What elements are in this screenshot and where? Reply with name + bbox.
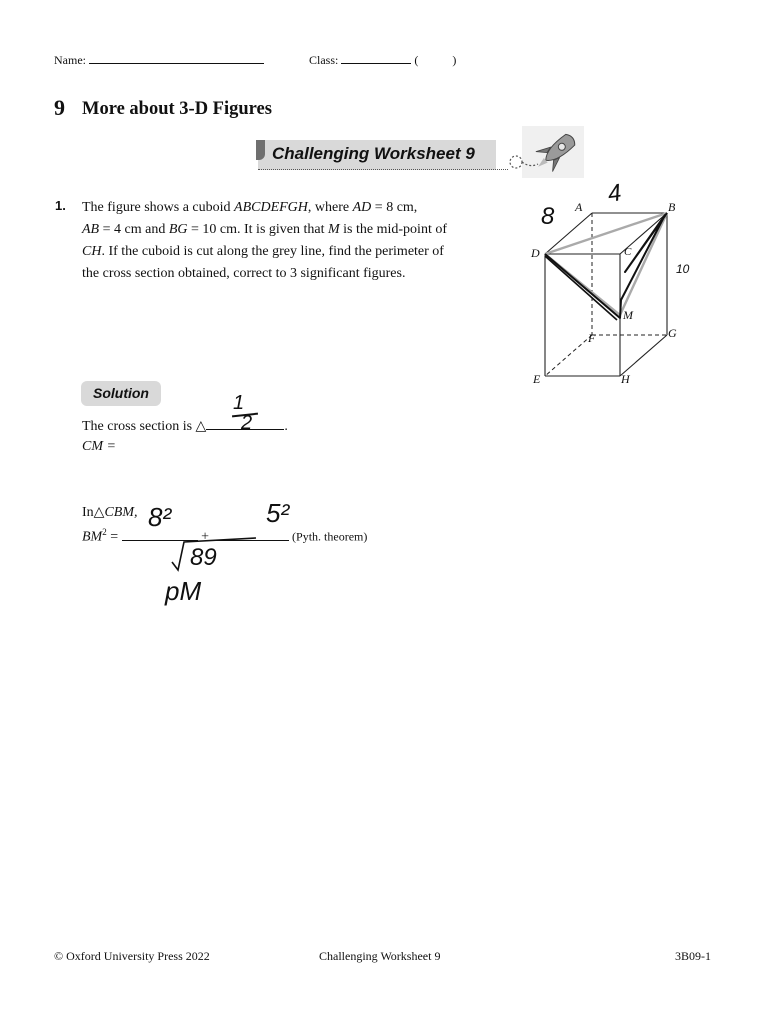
handwritten-ad-length: 8: [541, 203, 555, 230]
in-prefix: In: [82, 505, 94, 520]
question-text: The figure shows a cuboid ABCDEFGH, where AD = 8 cm, AB = 4 cm and BG = 10 cm. It is given that M is the mid-point of CH. If the cuboid is cut along the grey line, find the perimeter of the cross section obtained, correct to 3 significant figures.: [82, 200, 447, 281]
in-triangle-line: [82, 504, 138, 521]
vertex-label-m: M: [623, 308, 633, 322]
edge-fe-hidden: [545, 335, 592, 376]
rocket-icon: [500, 126, 584, 178]
section-bm: [620, 213, 667, 315]
ink-dm-trace: [545, 256, 617, 320]
cm-line: CM =: [82, 439, 116, 454]
bm-exponent: 2: [102, 527, 107, 537]
triangle-symbol: △: [195, 419, 207, 434]
banner-dotted-trail: [258, 169, 508, 170]
solution-label: Solution: [81, 381, 161, 406]
vertex-label-c: C: [624, 246, 632, 258]
chapter-number: 9: [54, 95, 65, 120]
footer-copyright: © Oxford University Press 2022: [54, 949, 210, 963]
vertex-label-a: A: [575, 200, 583, 214]
footer-worksheet-name: Challenging Worksheet 9: [319, 949, 441, 963]
handwritten-fraction-bottom: 2: [241, 412, 253, 434]
handwritten-root-value: 89: [190, 544, 217, 571]
handwritten-bg-length: 10: [676, 262, 690, 276]
name-field[interactable]: [54, 52, 264, 68]
class-paren-close: ): [452, 53, 457, 67]
banner-tab: [256, 140, 265, 160]
cross-section-line: [82, 416, 288, 435]
worksheet-title: Challenging Worksheet 9: [272, 144, 475, 163]
class-blank[interactable]: [341, 52, 411, 64]
vertex-label-e: E: [533, 372, 541, 386]
vertex-label-h: H: [621, 372, 630, 386]
equals-sign: =: [110, 529, 119, 545]
handwritten-scribble: pM: [165, 576, 202, 606]
question-number: 1.: [55, 198, 66, 213]
handwritten-fraction-top: 1: [233, 392, 245, 414]
vertex-label-d: D: [531, 246, 540, 260]
class-field[interactable]: [309, 52, 456, 68]
vertex-label-b: B: [668, 200, 676, 214]
handwritten-second-term: 5²: [266, 498, 290, 528]
class-label: Class:: [309, 53, 339, 67]
handwritten-ab-length: 4: [606, 179, 624, 208]
edge-gh: [620, 335, 667, 376]
bm-label: BM: [82, 529, 103, 545]
triangle-symbol-2: △: [93, 505, 105, 520]
period: .: [284, 419, 288, 434]
footer-page-code: 3B09-1: [675, 949, 711, 963]
chapter-title: More about 3-D Figures: [82, 99, 272, 119]
pythagoras-note: (Pyth. theorem): [292, 529, 368, 544]
vertex-label-f: F: [588, 331, 596, 345]
handwritten-first-term: 8²: [148, 502, 172, 532]
class-paren-open: (: [414, 53, 419, 67]
vertex-label-g: G: [668, 326, 677, 340]
name-blank[interactable]: [89, 52, 264, 64]
cross-section-prefix: The cross section is: [82, 419, 193, 434]
name-label: Name:: [54, 53, 86, 67]
triangle-name: CBM,: [104, 505, 138, 520]
plus-sign: +: [201, 529, 210, 545]
